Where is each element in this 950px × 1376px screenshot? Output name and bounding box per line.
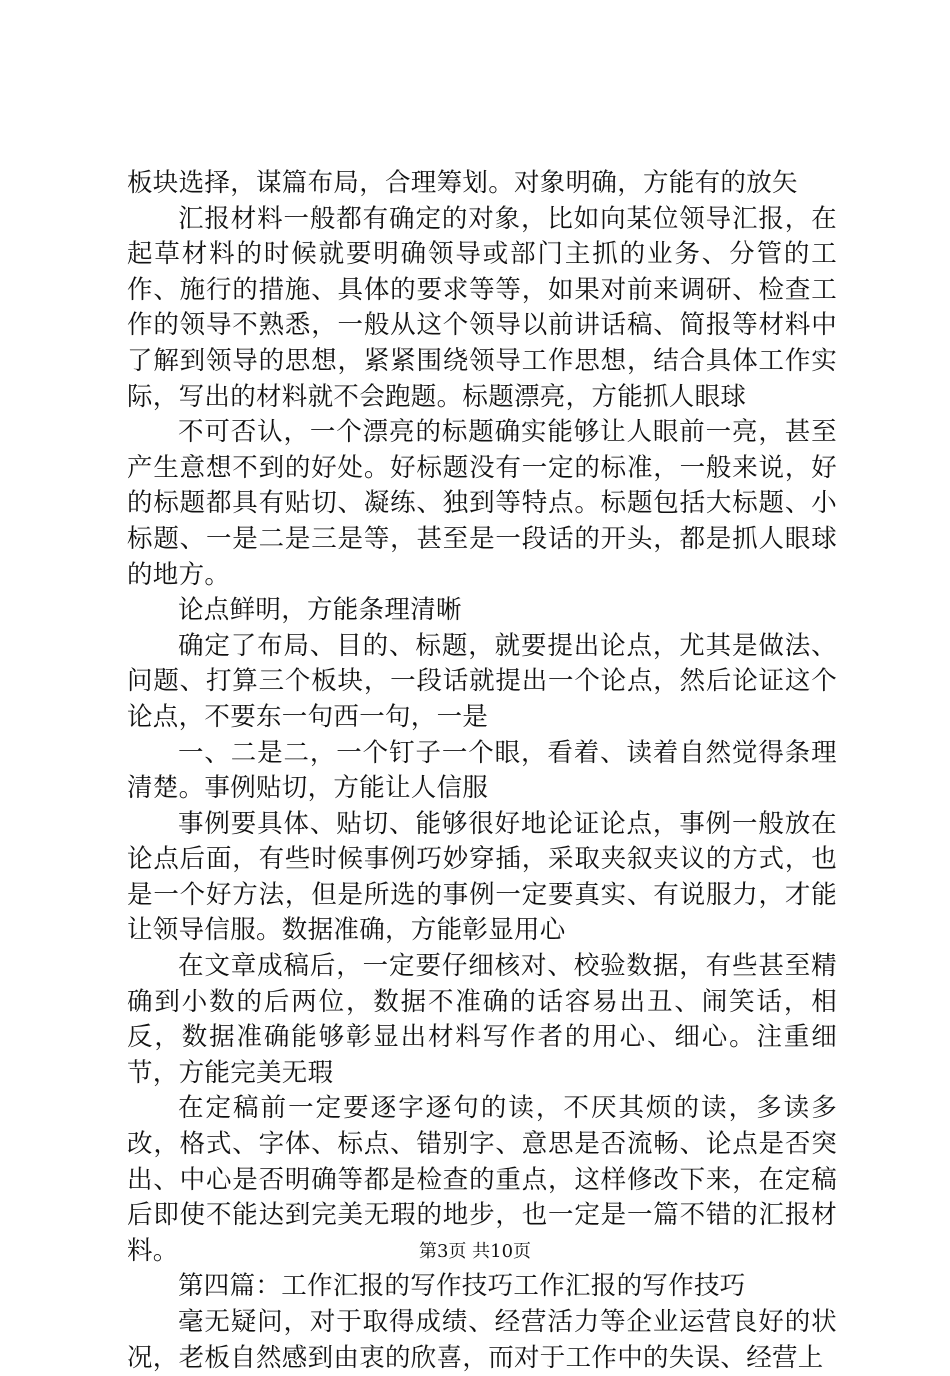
paragraph-5: 确定了布局、目的、标题，就要提出论点，尤其是做法、问题、打算三个板块，一段话就提出一个论点，然后论证这个论点，不要东一句西一句，一是 xyxy=(127,630,837,732)
paragraph-11: 毫无疑问，对于取得成绩、经营活力等企业运营良好的状况，老板自然感到由衷的欣喜，而对于工作中的失误、经营上 xyxy=(127,1307,837,1373)
paragraph-4: 论点鲜明，方能条理清晰 xyxy=(178,595,462,626)
paragraph-2: 汇报材料一般都有确定的对象，比如向某位领导汇报，在起草材料的时候就要明确领导或部门主抓的业务、分管的工作、施行的措施、具体的要求等等，如果对前来调研、检查工作的领导不熟悉，一般从这个领导以前讲话稿、简报等材料中了解到领导的思想，紧紧围绕领导工作思想，结合具体工作实际，写出的材料就不会跑题。标题漂亮，方能抓人眼球 xyxy=(127,203,837,412)
paragraph-8: 在文章成稿后，一定要仔细核对、校验数据，有些甚至精确到小数的后两位，数据不准确的话容易出丑、闹笑话，相反，数据准确能够彰显出材料写作者的用心、细心。注重细节，方能完美无瑕 xyxy=(127,951,837,1088)
paragraph-6: 一、二是二，一个钉子一个眼，看着、读着自然觉得条理清楚。事例贴切，方能让人信服 xyxy=(127,737,837,804)
paragraph-1: 板块选择，谋篇布局，合理筹划。对象明确，方能有的放矢 xyxy=(127,168,798,198)
document-body xyxy=(127,166,837,1376)
page-footer: 第3页 共10页 xyxy=(418,1241,532,1262)
paragraph-7: 事例要具体、贴切、能够很好地论证论点，事例一般放在论点后面，有些时候事例巧妙穿插，采取夹叙夹议的方式，也是一个好方法，但是所选的事例一定要真实、有说服力，才能让领导信服。数据准确，方能彰显用心 xyxy=(127,808,837,946)
paragraph-10: 第四篇：工作汇报的写作技巧工作汇报的写作技巧 xyxy=(178,1271,746,1302)
paragraph-9: 在定稿前一定要逐字逐句的读，不厌其烦的读，多读多改，格式、字体、标点、错别字、意思是否流畅、论点是否突出、中心是否明确等都是检查的重点，这样修改下来，在定稿后即使不能达到完美无瑕的地步，也一定是一篇不错的汇报材料。 xyxy=(127,1093,837,1266)
paragraph-3: 不可否认，一个漂亮的标题确实能够让人眼前一亮，甚至产生意想不到的好处。好标题没有一定的标准，一般来说，好的标题都具有贴切、凝练、独到等特点。标题包括大标题、小标题、一是二是三是等，甚至是一段话的开头，都是抓人眼球的地方。 xyxy=(127,417,837,590)
